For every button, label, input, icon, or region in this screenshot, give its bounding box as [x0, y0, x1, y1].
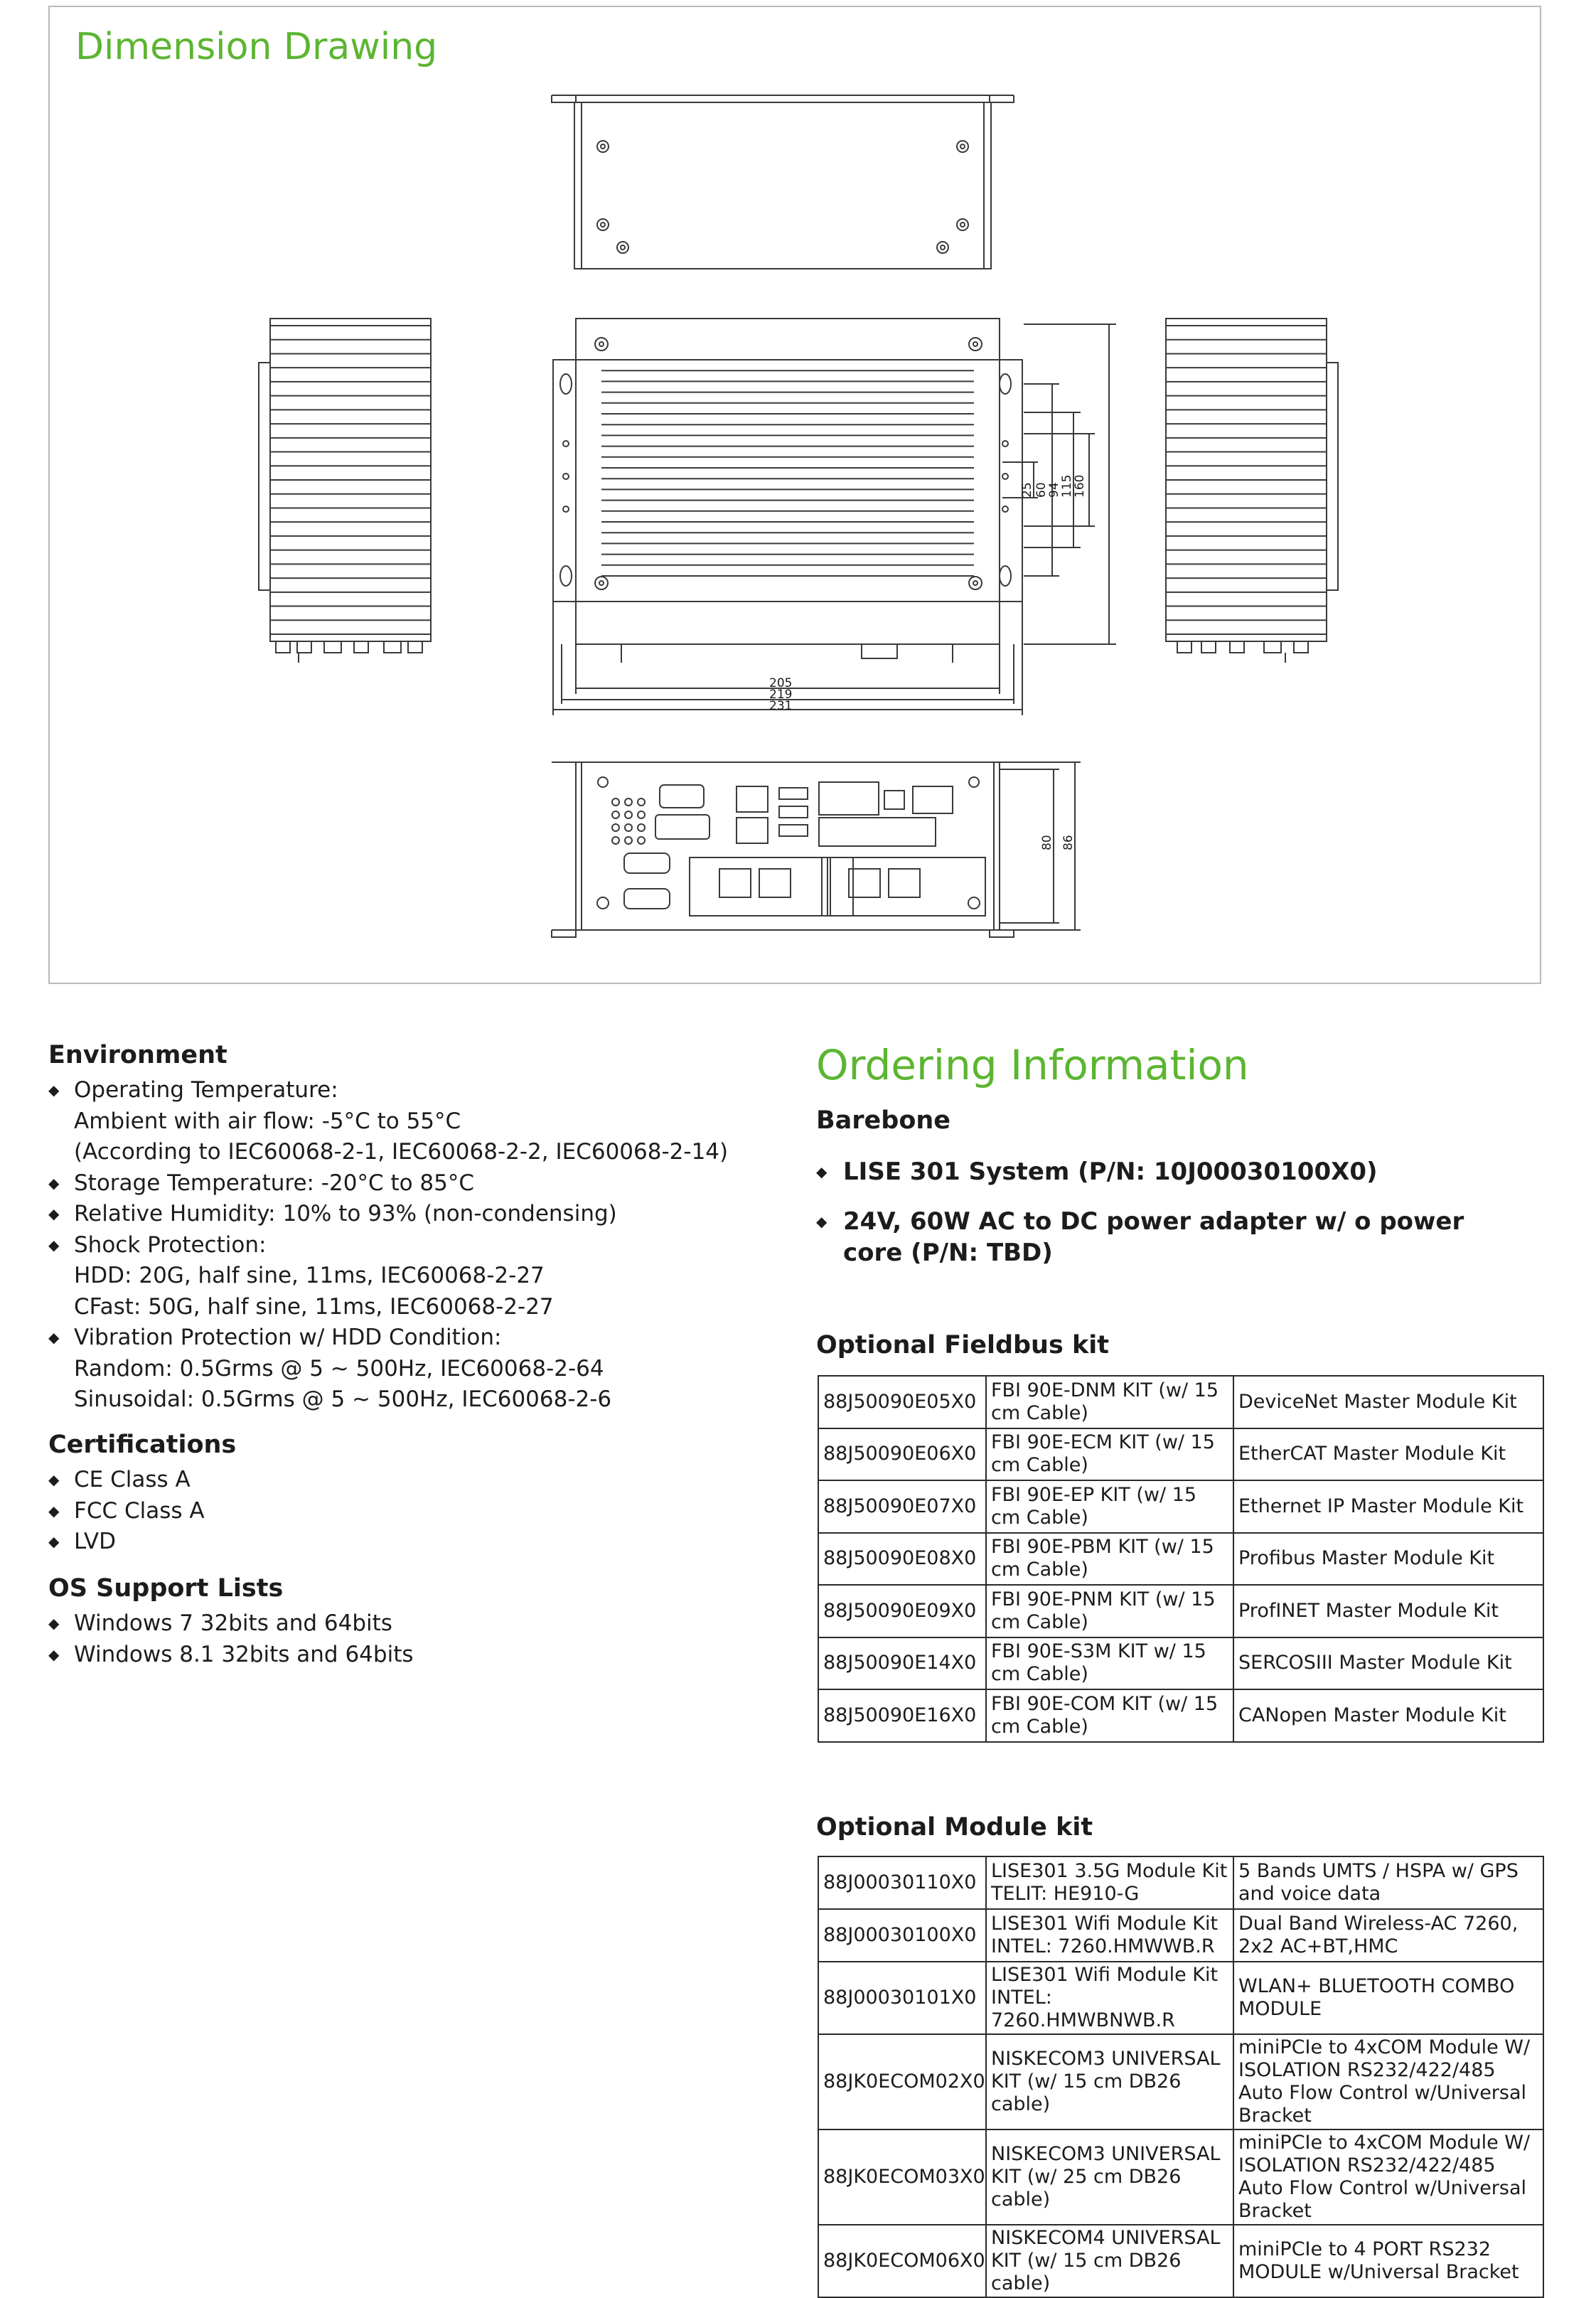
list-item: ◆ FCC Class A	[48, 1496, 759, 1527]
diamond-bullet-icon: ◆	[48, 1471, 60, 1488]
dim-height-label-3: 94	[1047, 482, 1061, 498]
table-row: 88J00030101X0 LISE301 Wifi Module Kit INTEL: 7260.HMWBNWB.R WLAN+ BLUETOOTH COMBO MODULE	[818, 1962, 1543, 2034]
os-support-list	[48, 1608, 759, 1670]
list-item: ◆ Relative Humidity: 10% to 93% (non-condensing)	[48, 1199, 788, 1230]
list-item: ◆ Shock Protection: HDD: 20G, half sine, 11ms, IEC60068-2-27 CFast: 50G, half sine, 11ms, IEC60068-2-27	[48, 1230, 788, 1323]
indicator-led	[625, 824, 632, 831]
indicator-led	[612, 837, 619, 844]
dim-width-label-2: 219	[769, 688, 793, 702]
fieldbus-kit-table	[818, 1375, 1544, 1743]
table-row: 88J50090E09X0 FBI 90E-PNM KIT (w/ 15 cm Cable) ProfINET Master Module Kit	[818, 1585, 1543, 1637]
barebone-heading: Barebone	[816, 1106, 951, 1135]
dim-front-label-1: 80	[1040, 835, 1054, 850]
barebone-item: ◆ 24V, 60W AC to DC power adapter w/ o power core (P/N: TBD)	[816, 1207, 1464, 1267]
ordering-information-title: Ordering Information	[816, 1041, 1249, 1089]
left-side-view-drawing	[259, 319, 431, 663]
table-row: 88J50090E16X0 FBI 90E-COM KIT (w/ 15 cm Cable) CANopen Master Module Kit	[818, 1689, 1543, 1742]
table-row: 88J50090E07X0 FBI 90E-EP KIT (w/ 15 cm Cable) Ethernet IP Master Module Kit	[818, 1480, 1543, 1533]
indicator-led	[612, 798, 619, 806]
table-row: 88J50090E06X0 FBI 90E-ECM KIT (w/ 15 cm Cable) EtherCAT Master Module Kit	[818, 1428, 1543, 1481]
diamond-bullet-icon: ◆	[48, 1533, 60, 1550]
list-item: ◆ Storage Temperature: -20°C to 85°C	[48, 1168, 788, 1199]
top-view-drawing	[552, 95, 1014, 269]
dim-height-label-5: 160	[1073, 474, 1087, 498]
diamond-bullet-icon: ◆	[48, 1615, 60, 1632]
indicator-led	[625, 798, 632, 806]
dim-height-label-1: 25	[1020, 482, 1034, 498]
diamond-bullet-icon: ◆	[48, 1236, 60, 1254]
table-row: 88JK0ECOM06X0 NISKECOM4 UNIVERSAL KIT (w/ 15 cm DB26 cable) miniPCIe to 4 PORT RS232 MODULE w/Universal Bracket	[818, 2225, 1543, 2297]
drawing-title: Dimension Drawing	[75, 26, 438, 68]
list-item: ◆ Vibration Protection w/ HDD Condition: Random: 0.5Grms @ 5 ~ 500Hz, IEC60068-2-64 Sinusoidal: 0.5Grms @ 5 ~ 500Hz, IEC60068-2-6	[48, 1322, 788, 1416]
module-kit-table	[818, 1856, 1544, 2298]
diamond-bullet-icon: ◆	[48, 1174, 60, 1192]
front-io-view-drawing	[552, 762, 1081, 937]
table-row: 88J50090E14X0 FBI 90E-S3M KIT w/ 15 cm Cable) SERCOSIII Master Module Kit	[818, 1637, 1543, 1690]
list-item: ◆ Windows 7 32bits and 64bits	[48, 1608, 759, 1640]
indicator-led	[638, 837, 645, 844]
indicator-led	[612, 811, 619, 818]
diamond-bullet-icon: ◆	[48, 1329, 60, 1346]
indicator-led	[612, 824, 619, 831]
diamond-bullet-icon: ◆	[48, 1645, 60, 1663]
list-item: ◆ LVD	[48, 1527, 759, 1558]
table-row: 88J00030100X0 LISE301 Wifi Module Kit INTEL: 7260.HMWWB.R Dual Band Wireless-AC 7260, 2x2 AC+BT,HMC	[818, 1909, 1543, 1962]
dim-height-label-4: 115	[1060, 474, 1074, 498]
indicator-led	[625, 811, 632, 818]
list-item: ◆ CE Class A	[48, 1465, 759, 1496]
barebone-item: ◆ LISE 301 System (P/N: 10J00030100X0)	[816, 1158, 1378, 1186]
table-row: 88JK0ECOM03X0 NISKECOM3 UNIVERSAL KIT (w/ 25 cm DB26 cable) miniPCIe to 4xCOM Module W/ ISOLATION RS232/422/485 Auto Flow Control w/Universal Bracket	[818, 2129, 1543, 2225]
module-kit-heading: Optional Module kit	[816, 1813, 1093, 1842]
table-row: 88JK0ECOM02X0 NISKECOM3 UNIVERSAL KIT (w/ 15 cm DB26 cable) miniPCIe to 4xCOM Module W/ ISOLATION RS232/422/485 Auto Flow Control w/Universal Bracket	[818, 2034, 1543, 2129]
diamond-bullet-icon: ◆	[48, 1081, 60, 1099]
fieldbus-kit-heading: Optional Fieldbus kit	[816, 1331, 1109, 1359]
environment-heading: Environment	[48, 1041, 227, 1069]
diamond-bullet-icon: ◆	[48, 1502, 60, 1519]
environment-list	[48, 1075, 788, 1416]
list-item: ◆ Operating Temperature: Ambient with air flow: -5°C to 55°C (According to IEC60068-2-1, IEC60068-2-2, IEC60068-2-14)	[48, 1075, 788, 1168]
table-row: 88J00030110X0 LISE301 3.5G Module Kit TELIT: HE910-G 5 Bands UMTS / HSPA w/ GPS and voice data	[818, 1856, 1543, 1909]
right-side-view-drawing	[1166, 319, 1338, 663]
diamond-bullet-icon: ◆	[816, 1163, 828, 1180]
dim-width-label-3: 231	[769, 699, 793, 713]
dim-front-label-2: 86	[1061, 835, 1076, 850]
dimension-drawing	[50, 7, 1540, 983]
table-row: 88J50090E08X0 FBI 90E-PBM KIT (w/ 15 cm Cable) Profibus Master Module Kit	[818, 1533, 1543, 1586]
dim-height-label-2: 60	[1034, 482, 1049, 498]
indicator-led	[638, 798, 645, 806]
main-view-drawing	[553, 319, 1116, 715]
indicator-led	[638, 811, 645, 818]
indicator-led	[625, 837, 632, 844]
os-support-heading: OS Support Lists	[48, 1574, 284, 1603]
diamond-bullet-icon: ◆	[48, 1205, 60, 1222]
table-row: 88J50090E05X0 FBI 90E-DNM KIT (w/ 15 cm Cable) DeviceNet Master Module Kit	[818, 1376, 1543, 1428]
certifications-heading: Certifications	[48, 1431, 237, 1459]
list-item: ◆ Windows 8.1 32bits and 64bits	[48, 1640, 759, 1671]
dim-width-label-1: 205	[769, 676, 793, 690]
diamond-bullet-icon: ◆	[816, 1213, 828, 1230]
dimension-drawing-panel	[48, 6, 1541, 984]
certifications-list	[48, 1465, 759, 1558]
indicator-led	[638, 824, 645, 831]
